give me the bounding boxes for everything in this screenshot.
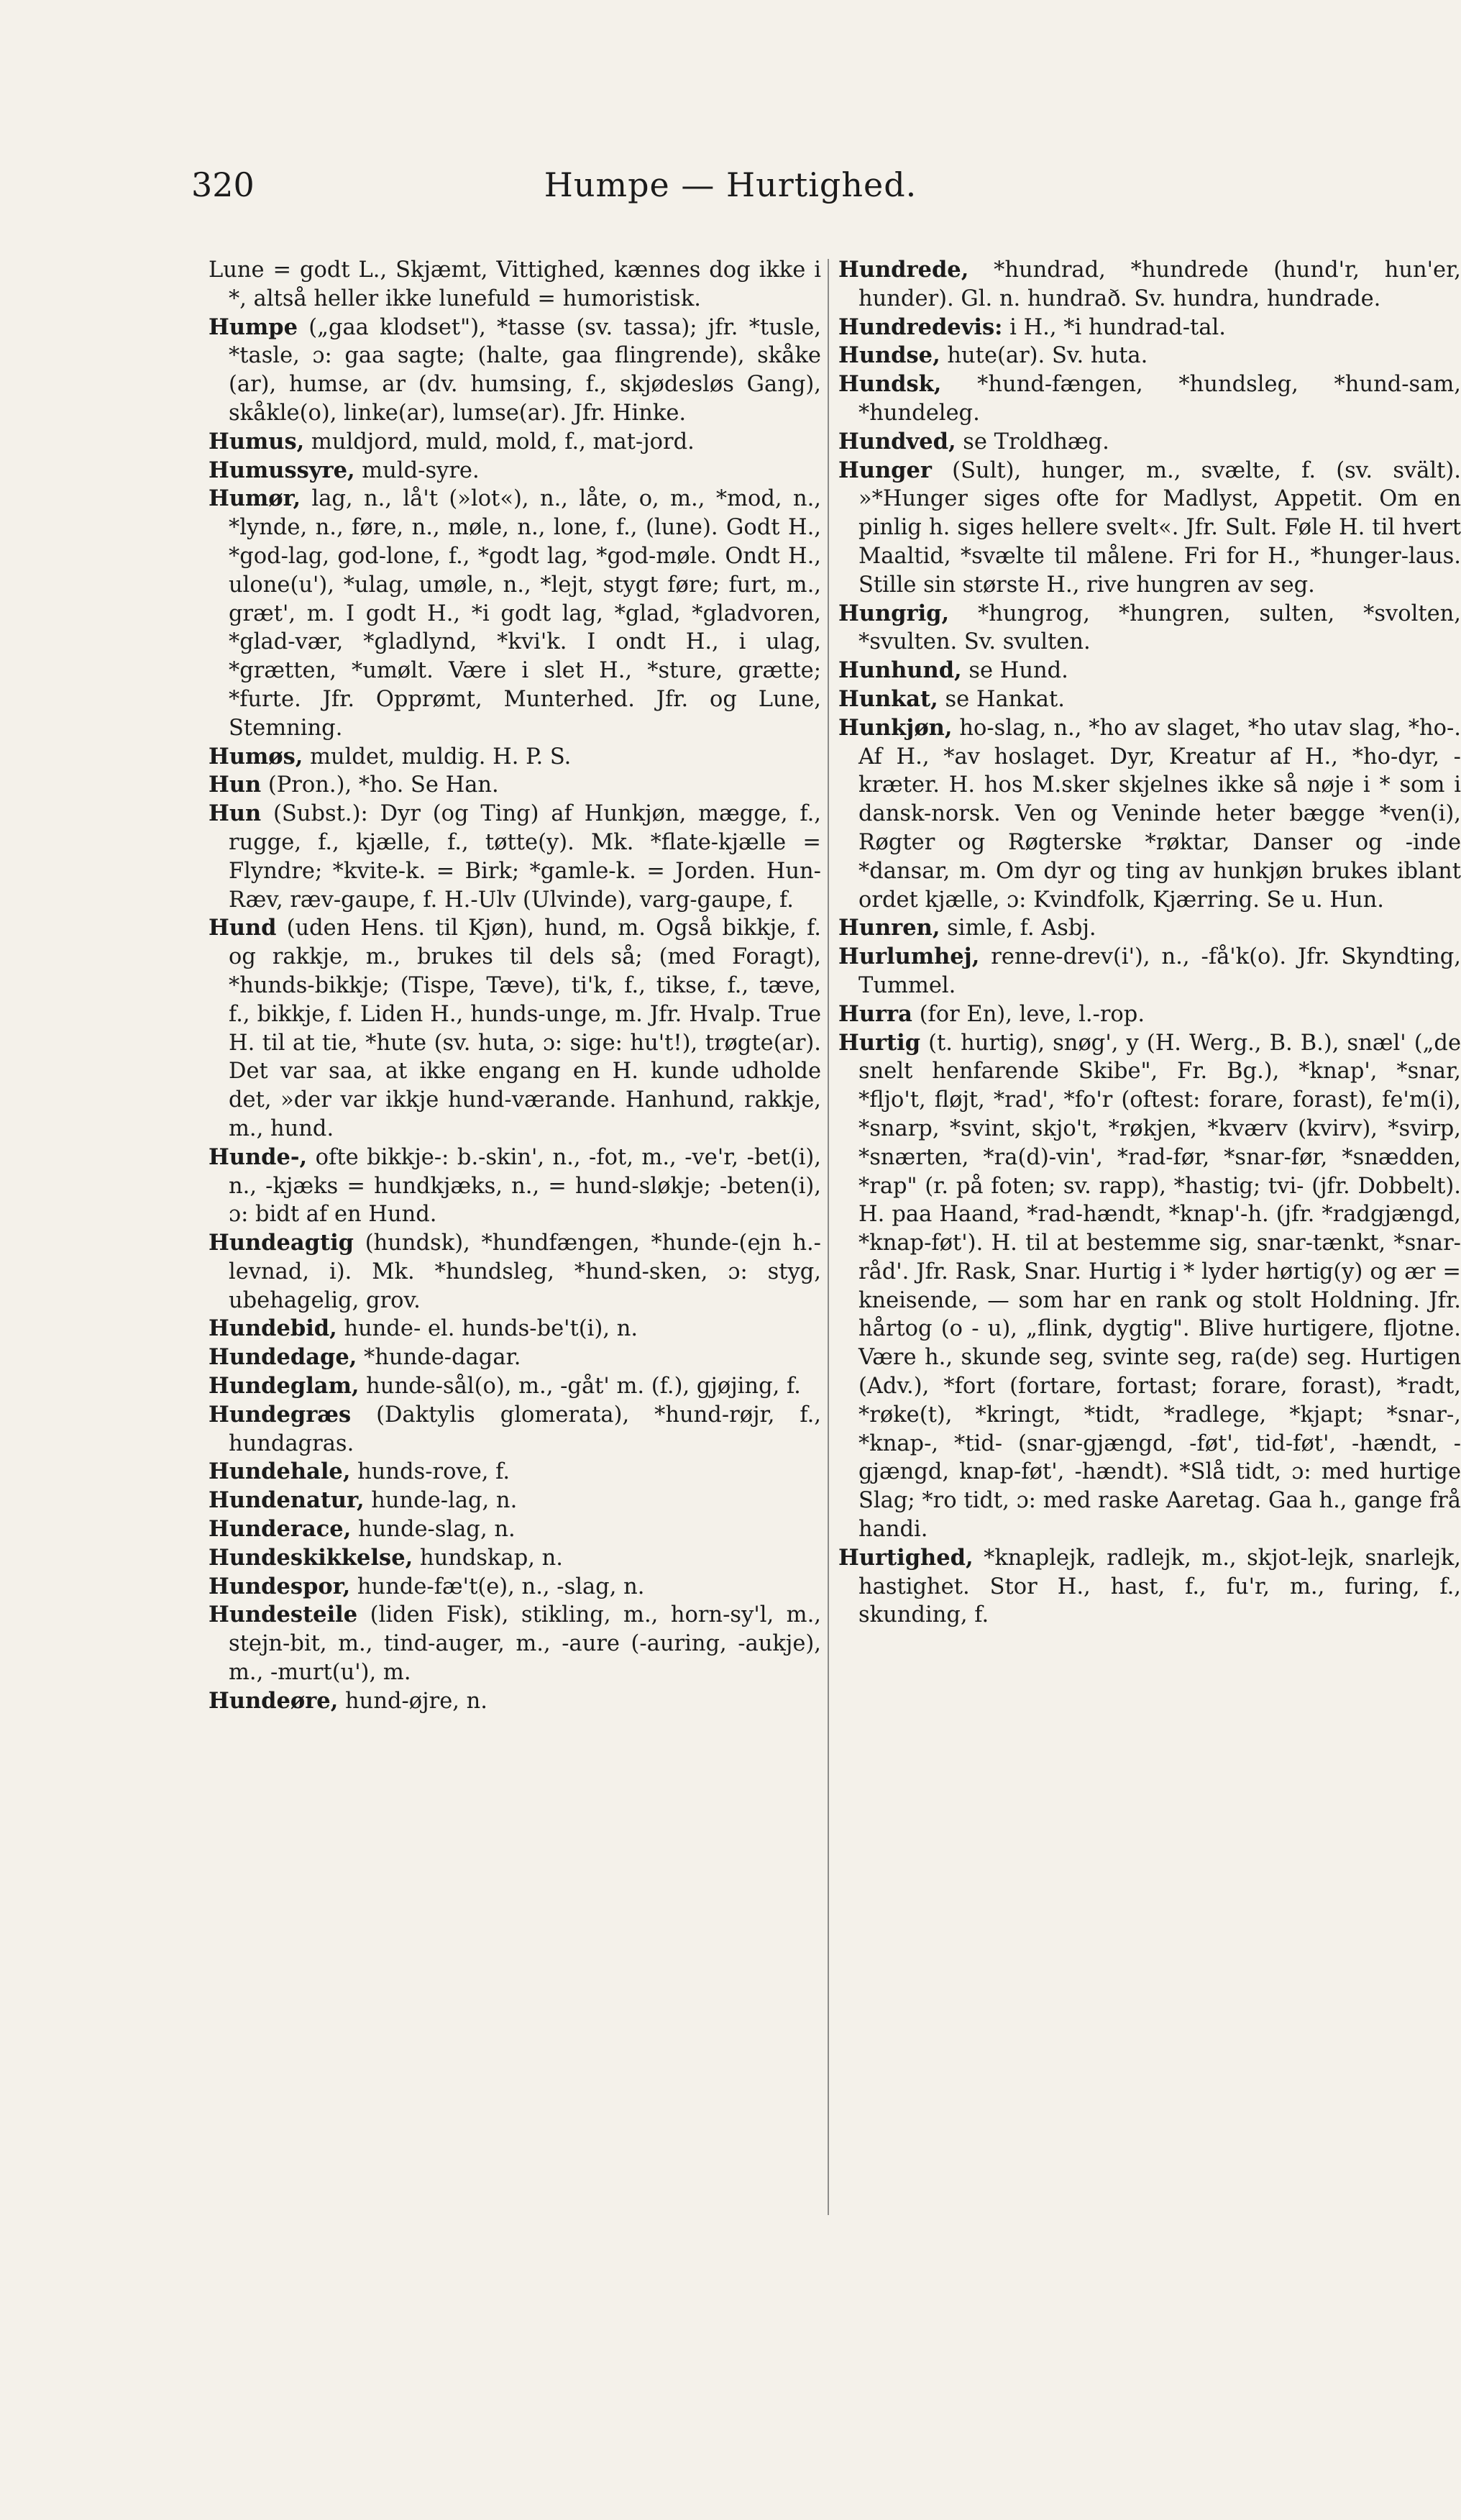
entry-definition: ho-slag, n., *ho av slaget, *ho utav slag, *ho-. Af H., *av hoslaget. Dyr, Kreatur af H., *ho-dyr, -kræter. H. hos M.sker skjelnes ikke så nøje i * som i dansk-norsk. Ven og Veninde heter bægge *ven(i), Røgter og Røgterske *røktar, Danser og -inde *dansar, m. Om dyr og ting av hunkjøn brukes iblant ordet kjælle, ɔ: Kvindfolk, Kjærring. Se u. Hun. — [858, 715, 1461, 913]
entry-headword: Hunkat, — [838, 685, 938, 712]
dictionary-entry — [209, 1515, 821, 1544]
entry-headword: Hunhund, — [838, 657, 962, 684]
entry-definition: *hungrog, *hungren, sulten, *svolten, *svulten. Sv. svulten. — [858, 601, 1461, 655]
dictionary-entry — [209, 1343, 821, 1372]
entry-headword: Hundegræs — [209, 1401, 352, 1428]
entry-definition: (Pron.), *ho. Se Han. — [261, 772, 499, 798]
dictionary-entry — [838, 314, 1461, 342]
dictionary-entry — [209, 428, 821, 457]
dictionary-entry — [209, 1601, 821, 1686]
entry-definition: hunds-rove, f. — [350, 1459, 510, 1485]
entry-headword: Hun — [209, 800, 262, 827]
entry-definition: *hund-fængen, *hundsleg, *hund-sam, *hundeleg. — [858, 372, 1461, 426]
dictionary-entry — [209, 1401, 821, 1458]
entry-headword: Hungrig, — [838, 600, 950, 626]
entry-headword: Hunde-, — [209, 1143, 308, 1170]
entry-definition: se Hund. — [961, 658, 1068, 684]
dictionary-entry — [838, 657, 1461, 685]
entry-definition: („gaa klodset"), *tasse (sv. tassa); jfr. *tusle, *tasle, ɔ: gaa sagte; (halte, gaa flingrende), skåke (ar), humse, ar (dv. humsing, f., skjødesløs Gang), skåkle(o), linke(ar), lumse(ar). Jfr. Hinke. — [229, 314, 821, 426]
dictionary-entry — [838, 342, 1461, 370]
entry-headword: Hundsk, — [838, 371, 942, 398]
entry-headword: Hundrede, — [838, 257, 969, 283]
entry-definition: (for En), leve, l.-rop. — [912, 1001, 1145, 1027]
dictionary-entry — [209, 1687, 821, 1716]
entry-definition: *hundrad, *hundrede (hund'r, hun'er, hunder). Gl. n. hundrað. Sv. hundra, hundrade. — [858, 257, 1461, 311]
entry-headword: Hundehale, — [209, 1458, 351, 1485]
dictionary-entry — [209, 314, 821, 428]
entry-definition: muldjord, muld, mold, f., mat-jord. — [304, 429, 695, 455]
column-divider — [828, 259, 829, 2215]
entry-definition: (Daktylis glomerata), *hund-røjr, f., hundagras. — [229, 1402, 821, 1456]
entry-definition: (Subst.): Dyr (og Ting) af Hunkjøn, mægge, f., rugge, f., kjælle, f., tøtte(y). Mk. *flate-kjælle = Flyndre; *kvite-k. = Birk; *gamle-k. = Jorden. Hun-Ræv, ræv-gaupe, f. H.-Ulv (Ulvinde), varg-gaupe, f. — [229, 801, 821, 913]
entry-definition: lag, n., lå't (»lot«), n., låte, o, m., *mod, n., *lynde, n., føre, n., møle, n., lone, f., (lune). Godt H., *god-lag, god-lone, f., *godt lag, *god-møle. Ondt H., ulone(u'), *ulag, umøle, n., *lejt, stygt føre; furt, m., græt', m. I godt H., *i godt lag, *glad, *gladvoren, *glad-vær, *gladlynd, *kvi'k. I ondt H., i ulag, *grætten, *umølt. Være i slet H., *sture, grætte; *furte. Jfr. Opprømt, Munterhed. Jfr. og Lune, Stemning. — [229, 486, 821, 741]
entry-headword: Hundeskikkelse, — [209, 1544, 413, 1571]
entry-headword: Hundeagtig — [209, 1230, 354, 1256]
entry-headword: Hundebid, — [209, 1315, 337, 1342]
dictionary-entry — [209, 1573, 821, 1602]
entry-headword: Hundeøre, — [209, 1687, 339, 1714]
page-number: 320 — [191, 165, 255, 204]
entry-definition: hunde-sål(o), m., -gåt' m. (f.), gjøjing, f. — [359, 1374, 801, 1400]
entry-definition: (liden Fisk), stikling, m., horn-sy'l, m., stejn-bit, m., tind-auger, m., -aure (-auring, -aukje), m., -murt(u'), m. — [229, 1602, 821, 1686]
entry-headword: Hunren, — [838, 915, 940, 941]
dictionary-entry — [838, 1029, 1461, 1544]
dictionary-entry — [209, 771, 821, 800]
entry-definition: *knaplejk, radlejk, m., skjot-lejk, snarlejk, hastighet. Stor H., hast, f., fu'r, m., furing, f., skunding, f. — [858, 1545, 1461, 1628]
dictionary-entry — [209, 457, 821, 485]
entry-headword: Hund — [209, 915, 277, 941]
dictionary-entry — [838, 457, 1461, 600]
entry-headword: Hundse, — [838, 342, 940, 369]
entry-headword: Humus, — [209, 428, 305, 455]
entry-definition: hundskap, n. — [413, 1545, 563, 1571]
entry-headword: Hundredevis: — [838, 314, 1003, 340]
entry-headword: Hunkjøn, — [838, 714, 953, 741]
right-column — [838, 256, 1461, 1630]
entry-headword: Hundenatur, — [209, 1487, 365, 1514]
entry-definition: *hunde-dagar. — [357, 1345, 521, 1371]
dictionary-entry — [838, 256, 1461, 314]
dictionary-entry — [838, 1544, 1461, 1630]
dictionary-entry — [209, 1229, 821, 1315]
entry-definition: muldet, muldig. H. P. S. — [303, 744, 572, 770]
entry-definition: hunde-slag, n. — [351, 1517, 516, 1543]
dictionary-entry — [209, 1458, 821, 1487]
dictionary-entry — [209, 1544, 821, 1573]
running-head: Humpe — Hurtighed. — [544, 165, 917, 204]
dictionary-entry — [838, 370, 1461, 428]
dictionary-entry — [209, 485, 821, 742]
entry-definition: hunde-fæ't(e), n., -slag, n. — [350, 1574, 645, 1599]
entry-headword: Hundedage, — [209, 1344, 357, 1371]
entry-headword: Hurtig — [838, 1029, 921, 1056]
entry-definition: (Sult), hunger, m., svælte, f. (sv. svält). »*Hunger siges ofte for Madlyst, Appetit. Om en pinlig h. siges hellere svelt«. Jfr. Sult. Føle H. til hvert Maaltid, *svælte til målene. Fri for H., *hunger-laus. Stille sin største H., rive hungren av seg. — [858, 457, 1461, 598]
entry-headword: Hunderace, — [209, 1516, 352, 1543]
dictionary-entry — [209, 1315, 821, 1343]
entry-definition: (t. hurtig), snøg', y (H. Werg., B. B.), snæl' („de snelt henfarende Skibe", Fr. Bg.), *knap', *snar, *fljo't, fløjt, *rad', *fo'r (oftest: forare, forast), fe'm(i), *snarp, *svint, skjo't, *røkjen, *kværv (kvirv), *svirp, *snærten, *ra(d)-vin', *rad-før, *snar-før, *snædden, *rap" (r. på foten; sv. rapp), *hastig; tvi- (jfr. Dobbelt). H. paa Haand, *rad-hændt, *knap'-h. (jfr. *radgjængd, *knap-føt'). H. til at bestemme sig, snar-tænkt, *snar-råd'. Jfr. Rask, Snar. Hurtig i * lyder hørtig(y) og ær = kneisende, — som har en rank og stolt Holdning. Jfr. hårtog (o - u), „flink, dygtig". Blive hurtigere, fljotne. Være h., skunde seg, svinte seg, ra(de) seg. Hurtigen (Adv.), *fort (fortare, fortast; forare, forast), *radt, *røke(t), *kringt, *tidt, *radlege, *kjapt; *snar-, *knap-, *tid- (snar-gjængd, -føt', tid-føt', -hændt, -gjængd, knap-føt', -hændt). *Slå tidt, ɔ: med hurtige Slag; *ro tidt, ɔ: med raske Aaretag. Gaa h., gange frå handi. — [858, 1030, 1461, 1543]
left-column — [209, 256, 821, 1716]
entry-definition: simle, f. Asbj. — [940, 916, 1096, 941]
entry-headword: Hun — [209, 772, 262, 798]
entry-headword: Humussyre, — [209, 457, 355, 483]
entry-headword: Hundeglam, — [209, 1373, 359, 1400]
entry-definition: hunde-lag, n. — [364, 1488, 518, 1514]
entry-definition: hute(ar). Sv. huta. — [940, 343, 1148, 369]
entry-definition: se Troldhæg. — [956, 429, 1109, 455]
entry-definition: (uden Hens. til Kjøn), hund, m. Også bikkje, f. og rakkje, m., brukes til dels så; (med Foragt), *hunds-bikkje; (Tispe, Tæve), ti'k, f., tikse, f., tæve, f., bikkje, f. Liden H., hunds-unge, m. Jfr. Hvalp. True H. til at tie, *hute (sv. huta, ɔ: sige: hu't!), trøgte(ar). Det var saa, at ikke engang en H. kunde udholde det, »der var ikkje hund-værande. Hanhund, rakkje, m., hund. — [229, 916, 821, 1141]
entry-headword: Hurtighed, — [838, 1544, 974, 1571]
entry-definition: hunde- el. hunds-be't(i), n. — [336, 1316, 638, 1342]
entry-headword: Hunger — [838, 457, 932, 483]
entry-definition: Lune = godt L., Skjæmt, Vittighed, kænnes dog ikke i *, altså heller ikke lunefuld = humoristisk. — [209, 257, 821, 311]
entry-headword: Hundved, — [838, 428, 956, 455]
dictionary-entry — [838, 428, 1461, 457]
entry-headword: Hundespor, — [209, 1573, 351, 1599]
entry-headword: Hurra — [838, 1000, 912, 1027]
entry-headword: Hurlumhej, — [838, 944, 980, 970]
dictionary-entry — [209, 1487, 821, 1515]
entry-definition: renne-drev(i'), n., -få'k(o). Jfr. Skyndting, Tummel. — [858, 944, 1461, 998]
dictionary-entry — [209, 800, 821, 914]
entry-definition: ofte bikkje-: b.-skin', n., -fot, m., -ve'r, -bet(i), n., -kjæks = hundkjæks, n., = hund-sløkje; -beten(i), ɔ: bidt af en Hund. — [229, 1144, 821, 1228]
dictionary-entry — [838, 600, 1461, 657]
dictionary-entry — [838, 714, 1461, 915]
entry-definition: se Hankat. — [938, 686, 1065, 712]
page-header — [0, 165, 1461, 216]
dictionary-entry — [838, 914, 1461, 943]
entry-headword: Hundesteile — [209, 1602, 358, 1628]
dictionary-entry — [838, 1000, 1461, 1029]
entry-definition: (hundsk), *hundfængen, *hunde-(ejn h.-levnad, i). Mk. *hundsleg, *hund-sken, ɔ: styg, ubehagelig, grov. — [229, 1231, 821, 1313]
entry-headword: Humøs, — [209, 743, 303, 770]
dictionary-entry — [209, 256, 821, 314]
entry-headword: Humpe — [209, 314, 298, 340]
entry-headword: Humør, — [209, 485, 301, 512]
dictionary-entry — [209, 1143, 821, 1229]
entry-definition: hund-øjre, n. — [338, 1688, 487, 1714]
dictionary-entry — [838, 943, 1461, 1000]
dictionary-entry — [209, 743, 821, 772]
dictionary-entry — [209, 914, 821, 1143]
dictionary-entry — [838, 685, 1461, 714]
dictionary-entry — [209, 1372, 821, 1401]
entry-definition: i H., *i hundrad-tal. — [1002, 314, 1226, 340]
entry-definition: muld-syre. — [354, 457, 480, 483]
